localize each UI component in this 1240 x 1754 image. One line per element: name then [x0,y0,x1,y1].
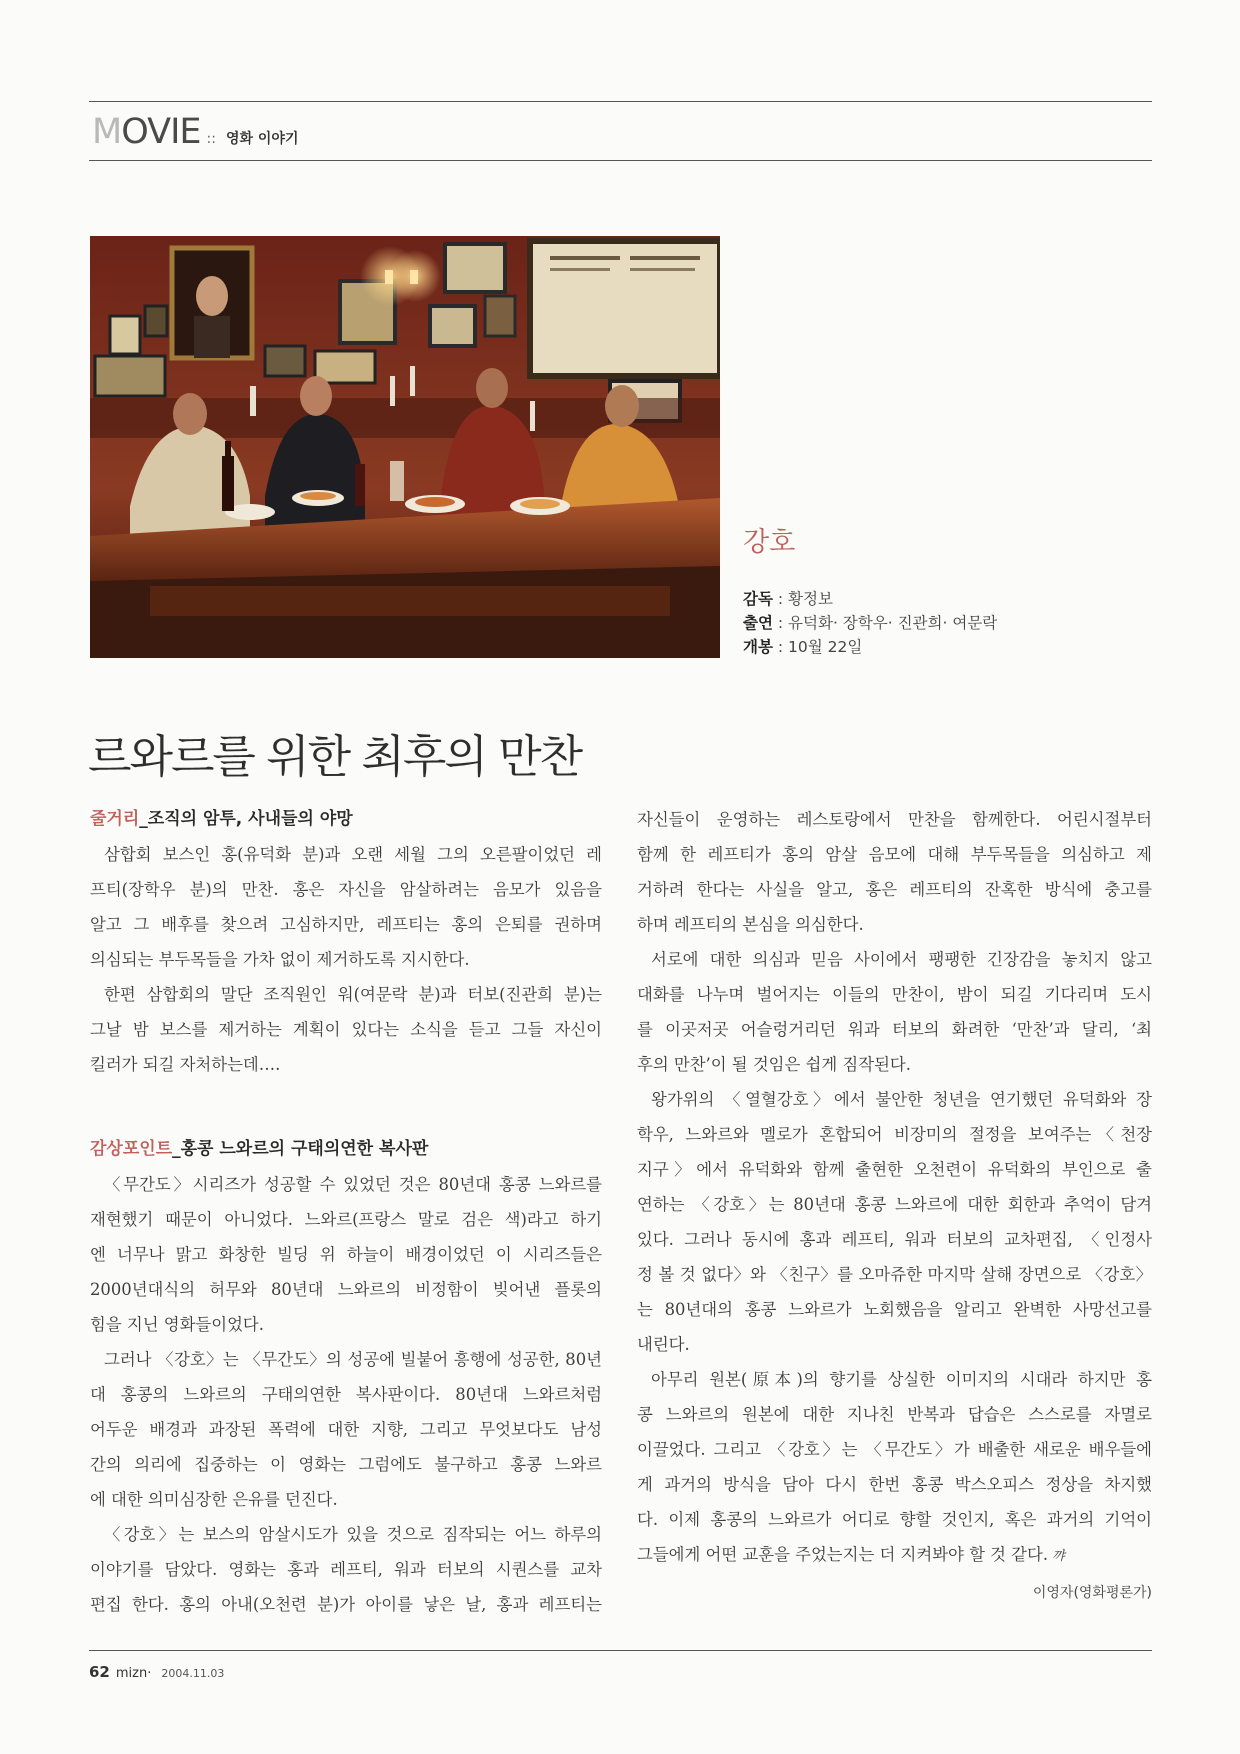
body-line: 는 80년대의 홍콩 느와르가 노회했음을 알리고 완벽한 사망선고를 [637,1300,1152,1319]
film-still-photo [90,236,720,658]
info-value: 황정보 [788,590,833,608]
section-subtitle: 영화 이야기 [225,131,299,147]
right-column [637,802,1152,1572]
film-info [743,587,997,659]
section-initial: M [92,112,122,152]
body-line: 어두운 배경과 과장된 폭력에 대한 지향, 그리고 무엇보다도 남성 [90,1420,602,1439]
body-line: 삼합회 보스인 홍(유덕화 분)과 오랜 세월 그의 오른팔이었던 레 [104,845,602,864]
header-top-rule [89,101,1152,102]
end-mark: 꺄 [1052,1549,1065,1564]
info-key: 출연 [743,614,773,632]
synopsis-heading [90,802,602,837]
body-line: 게 과거의 방식을 담아 다시 한번 홍콩 박스오피스 정상을 차지했 [637,1475,1152,1494]
body-line: 〈강호〉는 보스의 암살시도가 있을 것으로 짐작되는 어느 하루의 [104,1525,602,1544]
info-key: 개봉 [743,638,773,656]
body-line: 그러나 〈강호〉는 〈무간도〉의 성공에 빌붙어 흥행에 성공한, 80년 [104,1350,602,1369]
body-line: 왕가위의 〈열혈강호〉에서 불안한 청년을 연기했던 유덕화와 장 [651,1090,1152,1109]
info-value: 10월 22일 [788,638,863,656]
author-byline: 이영자(영화평론가) [1032,1585,1152,1601]
article-headline: 르와르를 위한 최후의 만찬 [88,730,582,783]
body-line: 알고 그 배후를 찾으려 고심하지만, 레프티는 홍의 은퇴를 권하며 [90,915,602,934]
info-value: 유덕화· 장학우· 진관희· 여문락 [788,614,998,632]
body-line: 의심되는 부두목들을 가차 없이 제거하도록 지시한다. [90,950,470,969]
body-line: 정 볼 것 없다〉와 〈친구〉를 오마쥬한 마지막 살해 장면으로 〈강호〉 [637,1265,1152,1284]
body-line: 하며 레프티의 본심을 의심한다. [637,915,864,934]
body-line: 프티(장학우 분)의 만찬. 홍은 자신을 암살하려는 음모가 있음을 [90,880,602,899]
point-heading [90,1132,602,1167]
section-separator: :: [206,131,216,147]
body-line: 이끌었다. 그리고 〈강호〉는 〈무간도〉가 배출한 새로운 배우들에 [637,1440,1152,1459]
body-line: 후의 만찬’이 될 것임은 쉽게 짐작된다. [637,1055,911,1074]
header-bottom-rule [89,160,1152,161]
body-line: 에 대한 의미심장한 은유를 던진다. [90,1490,338,1509]
info-cast: 출연 : 유덕화· 장학우· 진관희· 여문락 [743,614,998,632]
body-line: 학우, 느와르와 멜로가 혼합되어 비장미의 절정을 보여주는〈천장 [637,1125,1152,1144]
body-line-final [637,1537,1152,1572]
body-line: 한편 삼합회의 말단 조직원인 워(여문락 분)과 터보(진관희 분)는 [104,985,602,1004]
body-line: 를 이곳저곳 어슬렁거리던 워과 터보의 화려한 ‘만찬’과 달리, ‘최 [637,1020,1152,1039]
body-line: 재현했기 때문이 아니었다. 느와르(프랑스 말로 검은 색)라고 하기 [90,1210,602,1229]
body-line-text: 그들에게 어떤 교훈을 주었는지는 더 지켜봐야 할 것 같다. [637,1545,1049,1564]
paragraph-spacer [90,1082,602,1132]
point-heading-title: _홍콩 느와르의 구태의연한 복사판 [172,1139,429,1159]
body-line: 이야기를 담았다. 영화는 홍과 레프티, 워과 터보의 시퀀스를 교차 [90,1560,602,1579]
body-line: 자신들이 운영하는 레스토랑에서 만찬을 함께한다. 어린시절부터 [637,810,1152,829]
synopsis-heading-lead: 줄거리 [90,809,140,829]
left-column [90,802,602,1622]
body-line: 엔 너무나 맑고 화창한 빌딩 위 하늘이 배경이었던 이 시리즈들은 [90,1245,602,1264]
magazine-name: mizn· [115,1666,152,1681]
body-line: 내린다. [637,1335,690,1354]
body-line: 거하려 한다는 사실을 알고, 홍은 레프티의 잔혹한 방식에 충고를 [637,880,1152,899]
film-title: 강호 [743,527,796,558]
page-footer [89,1663,224,1681]
body-line: 킬러가 되길 자처하는데…. [90,1055,281,1074]
body-line: 연하는 〈강호〉는 80년대 홍콩 느와르에 대한 회한과 추억이 담겨 [637,1195,1152,1214]
point-heading-lead: 감상포인트 [90,1139,173,1159]
body-line: 대 홍콩의 느와르의 구태의연한 복사판이다. 80년대 느와르처럼 [90,1385,602,1404]
body-line: 있다. 그러나 동시에 홍과 레프티, 워과 터보의 교차편집, 〈인정사 [637,1230,1152,1249]
body-line: 아무리 원본(原本)의 향기를 상실한 이미지의 시대라 하지만 홍 [651,1370,1152,1389]
dinner-scene-illustration [90,236,720,658]
body-line: 간의 의리에 집중하는 이 영화는 그럼에도 불구하고 홍콩 느와르 [90,1455,602,1474]
info-director: 감독 : 황정보 [743,590,833,608]
section-header [92,112,298,152]
synopsis-heading-title: _조직의 암투, 사내들의 야망 [139,809,353,829]
body-line: 2000년대식의 허무와 80년대 느와르의 비정함이 빚어낸 플롯의 [90,1280,602,1299]
body-line: 그날 밤 보스를 제거하는 계획이 있다는 소식을 듣고 그들 자신이 [90,1020,602,1039]
section-name: OVIE [121,112,201,152]
body-line: 함께 한 레프티가 홍의 암살 음모에 대해 부두목들을 의심하고 제 [637,845,1152,864]
body-line: 다. 이제 홍콩의 느와르가 어디로 향할 것인지, 혹은 과거의 기억이 [637,1510,1152,1529]
page-number: 62 [89,1663,110,1681]
body-line: 지구〉에서 유덕화와 함께 출현한 오천련이 유덕화의 부인으로 출 [637,1160,1152,1179]
body-line: 서로에 대한 의심과 믿음 사이에서 팽팽한 긴장감을 놓치지 않고 [651,950,1152,969]
body-line: 편집 한다. 홍의 아내(오천련 분)가 아이를 낳은 날, 홍과 레프티는 [90,1595,602,1614]
info-release: 개봉 : 10월 22일 [743,638,863,656]
body-line: 힘을 지닌 영화들이었다. [90,1315,264,1334]
issue-date: 2004.11.03 [161,1667,225,1680]
body-line: 콩 느와르의 원본에 대한 지나친 반복과 답습은 스스로를 자멸로 [637,1405,1152,1424]
body-line: 〈무간도〉시리즈가 성공할 수 있었던 것은 80년대 홍콩 느와르를 [104,1175,602,1194]
body-line: 대화를 나누며 벌어지는 이들의 만찬이, 밤이 되길 기다리며 도시 [637,985,1152,1004]
info-key: 감독 [743,590,773,608]
footer-rule [89,1650,1152,1651]
